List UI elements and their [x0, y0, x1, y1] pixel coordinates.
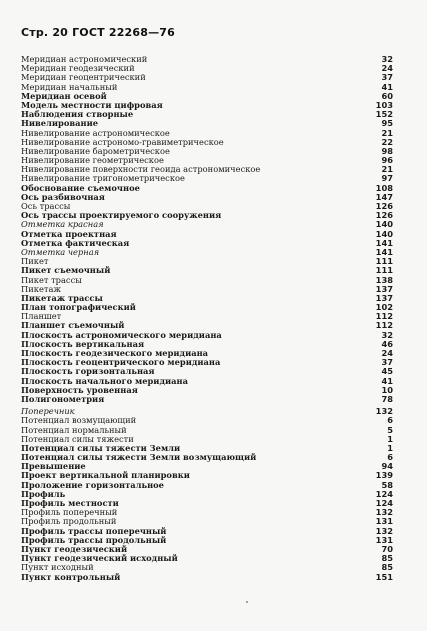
index-page-number: 131 [375, 516, 393, 527]
index-page-number: 1 [387, 442, 393, 453]
index-page-number: 21 [381, 127, 393, 138]
index-term: Модель местности цифровая [21, 99, 163, 110]
index-term: Проект вертикальной планировки [21, 470, 190, 481]
index-page-number: 95 [381, 118, 393, 129]
index-page-number: 126 [375, 201, 393, 211]
index-page-number: 60 [381, 90, 393, 101]
index-page-number: 37 [381, 357, 393, 368]
index-term: Плоскость геоцентрического меридиана [21, 357, 221, 368]
index-term: Меридиан геоцентрический [21, 72, 146, 83]
index-page-number: 32 [381, 54, 393, 64]
index-term: Ось трассы проектируемого сооружения [21, 210, 222, 221]
index-page-number: 112 [375, 320, 393, 331]
index-term: Нивелирование геометрическое [21, 155, 164, 166]
index-entry [21, 276, 393, 285]
index-page-number: 6 [387, 452, 393, 463]
index-term: Плоскость геодезического меридиана [21, 348, 209, 358]
index-page-number: 41 [381, 81, 393, 92]
index-term: Проложение горизонтальное [21, 479, 164, 490]
index-term: Меридиан геодезический [21, 63, 135, 74]
index-term: Профиль местности [21, 498, 119, 508]
index-page-number: 141 [375, 237, 393, 248]
index-term: Поперечник [21, 406, 75, 417]
index-entry [21, 573, 393, 582]
index-term: Пункт геодезический [21, 543, 128, 554]
index-page-number: 126 [375, 210, 393, 221]
index-term: Нивелирование тригонометрическое [21, 173, 185, 184]
index-page-number: 112 [375, 311, 393, 322]
index-term: Поверхность уровенная [21, 384, 138, 395]
index-term: Пикетаж трассы [21, 292, 103, 303]
index-term: Пикет трассы [21, 274, 82, 285]
index-term: Отметка проектная [21, 228, 117, 239]
index-term: Плоскость горизонтальная [21, 366, 155, 377]
index-page-number: 138 [375, 274, 393, 285]
index-term: Превышение [21, 461, 86, 472]
index-term: Отметка красная [21, 219, 104, 230]
index-page-number: 124 [375, 498, 393, 508]
index-term: Меридиан осевой [21, 90, 107, 101]
index-term: Пикет [21, 256, 49, 267]
index-term: Пункт контрольный [21, 571, 121, 582]
index-page-number: 1 [387, 433, 393, 444]
index-page-number: 45 [381, 366, 393, 377]
index-page-number: 85 [381, 562, 393, 573]
index-entry [21, 193, 393, 202]
index-page-number: 141 [375, 246, 393, 257]
index-term: Плоскость начального меридиана [21, 375, 188, 386]
index-term: Пункт геодезический исходный [21, 553, 178, 564]
index-page-number: 131 [375, 534, 393, 545]
index-term: Пункт исходный [21, 562, 94, 573]
index-page-number: 96 [381, 155, 393, 166]
index-page-number: 24 [381, 63, 393, 74]
index-term: Потенциал силы тяжести Земли [21, 442, 181, 453]
index-page-number: 58 [381, 479, 393, 490]
index-page-number: 24 [381, 348, 393, 358]
index-page-number: 98 [381, 145, 393, 156]
index-page-number: 6 [387, 415, 393, 426]
index-term: Наблюдения створные [21, 109, 134, 120]
index-term: Отметка черная [21, 246, 100, 257]
index-term: Нивелирование астрономическое [21, 127, 170, 138]
index-page-number: 140 [375, 228, 393, 239]
index-term: Нивелирование [21, 118, 99, 129]
index-page-number: 111 [375, 256, 393, 267]
index-page-number: 21 [381, 164, 393, 175]
index-entry [21, 481, 393, 490]
index-term: Плоскость вертикальная [21, 338, 145, 349]
index-page-number: 137 [375, 292, 393, 303]
index-page-number: 132 [375, 406, 393, 417]
index-term: Планшет съемочный [21, 320, 125, 331]
print-speck [246, 601, 248, 603]
index-term: Ось разбивочная [21, 191, 105, 202]
index-page-number: 94 [381, 461, 393, 472]
index-term: Меридиан астрономический [21, 54, 148, 64]
index-term: Нивелирование поверхности геоида астрономическое [21, 164, 261, 175]
index-page-number: 132 [375, 525, 393, 536]
index-term: Потенциал силы тяжести Земли возмущающий [21, 452, 257, 463]
index-page-number: 41 [381, 375, 393, 386]
index-term: План топографический [21, 302, 136, 313]
index-page-number: 140 [375, 219, 393, 230]
index-page-number: 103 [375, 99, 393, 110]
index-page-number: 5 [387, 424, 393, 435]
index-page-number: 85 [381, 553, 393, 564]
index-term: Плоскость астрономического меридиана [21, 329, 222, 340]
index-entry [21, 248, 393, 257]
index-term: Потенциал возмущающий [21, 415, 137, 426]
page-header: Стр. 20 ГОСТ 22268—76 [21, 26, 176, 39]
index-term: Потенциал силы тяжести [21, 433, 134, 444]
index-term: Профиль трассы поперечный [21, 525, 167, 536]
index-term: Потенциал нормальный [21, 424, 127, 435]
index-page-number: 152 [375, 109, 393, 120]
index-page-number: 111 [375, 265, 393, 276]
index-term: Нивелирование астрономо-гравиметрическое [21, 136, 224, 147]
index-page-number: 102 [375, 302, 393, 313]
index-page-number: 137 [375, 283, 393, 294]
index-page-number: 37 [381, 72, 393, 83]
index-term: Меридиан начальный [21, 81, 118, 92]
index-page-number: 108 [375, 182, 393, 193]
index-list [21, 55, 393, 582]
index-page-number: 22 [381, 136, 393, 147]
index-page-number: 70 [381, 543, 393, 554]
index-term: Полигонометрия [21, 393, 105, 404]
index-term: Ось трассы [21, 201, 71, 211]
index-page-number: 10 [381, 384, 393, 395]
index-term: Пикетаж [21, 283, 62, 294]
index-term: Пикет съемочный [21, 265, 111, 276]
index-term: Профиль [21, 488, 66, 499]
index-page-number: 139 [375, 470, 393, 481]
index-term: Отметка фактическая [21, 237, 130, 248]
index-entry [21, 395, 393, 404]
index-term: Планшет [21, 311, 62, 322]
index-page-number: 97 [381, 173, 393, 184]
index-page-number: 46 [381, 338, 393, 349]
index-term: Нивелирование барометрическое [21, 145, 170, 156]
index-page-number: 151 [375, 571, 393, 582]
index-page-number: 132 [375, 507, 393, 518]
index-page-number: 32 [381, 329, 393, 340]
index-term: Профиль продольный [21, 516, 117, 527]
index-term: Профиль поперечный [21, 507, 118, 518]
index-page-number: 147 [375, 191, 393, 202]
index-page-number: 124 [375, 488, 393, 499]
index-page-number: 78 [381, 393, 393, 404]
index-term: Обоснование съемочное [21, 182, 140, 193]
index-term: Профиль трассы продольный [21, 534, 167, 545]
index-entry [21, 303, 393, 312]
